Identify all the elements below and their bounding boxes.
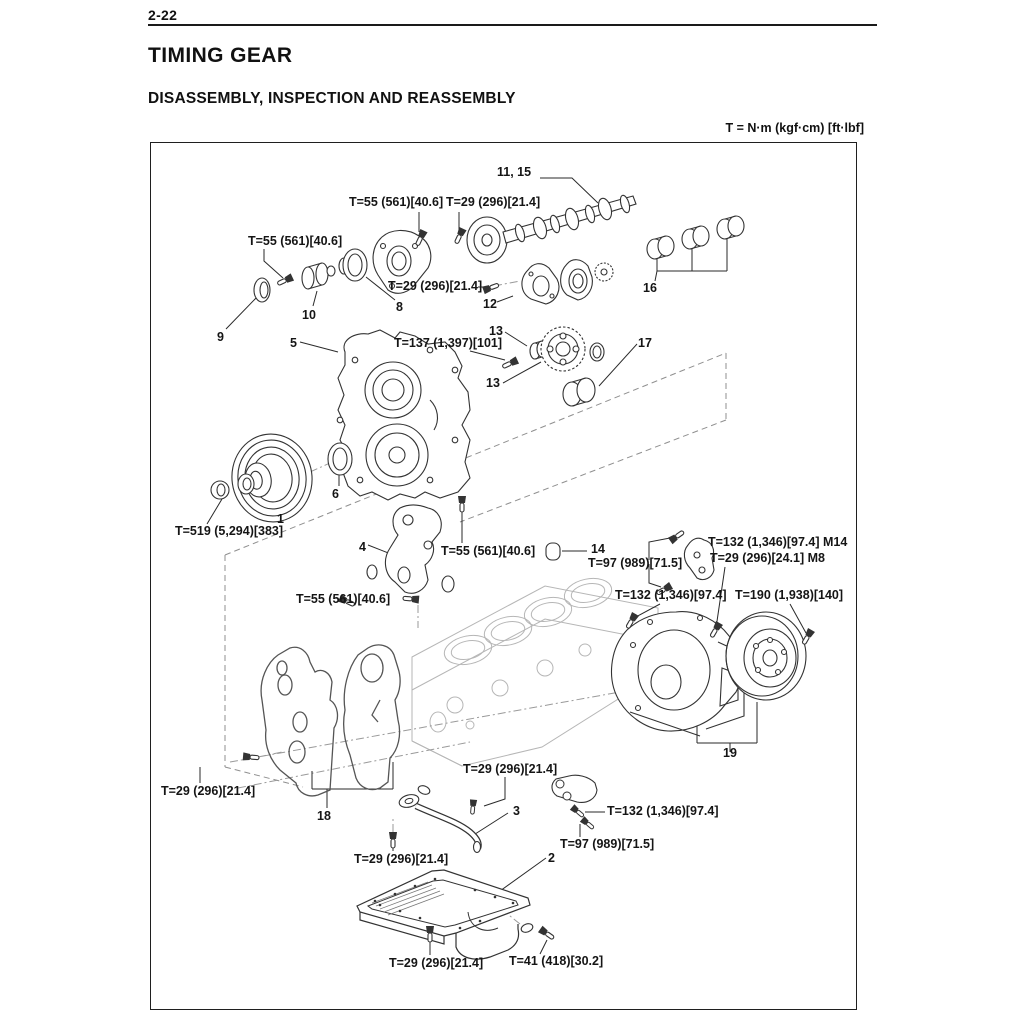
callout-torque-t55-left: T=55 (561)[40.6] <box>248 234 343 248</box>
callout-part-16: 16 <box>643 281 657 295</box>
callout-part-12: 12 <box>483 297 497 311</box>
callout-part-13-upper: 13 <box>489 324 503 338</box>
callout-torque-t41-drain: T=41 (418)[30.2] <box>509 954 604 968</box>
callout-torque-t55-bracket: T=55 (561)[40.6] <box>296 592 391 606</box>
callout-torque-t97-nozzle: T=97 (989)[71.5] <box>560 837 655 851</box>
callout-torque-t29-pipe-bolt: T=29 (296)[21.4] <box>354 852 449 866</box>
callout-torque-t29-pump: T=29 (296)[21.4] <box>388 279 483 293</box>
callout-part-14: 14 <box>591 542 605 556</box>
callout-torque-t55-bracket-top: T=55 (561)[40.6] <box>441 544 536 558</box>
callout-part-17: 17 <box>638 336 652 350</box>
callout-torque-t29-pipe: T=29 (296)[21.4] <box>463 762 558 776</box>
callout-part-9: 9 <box>217 330 224 344</box>
callout-part-6: 6 <box>332 487 339 501</box>
page-title: TIMING GEAR <box>148 44 293 67</box>
callout-part-1: 1 <box>277 512 284 526</box>
callout-torque-t137: T=137 (1,397)[101] <box>394 336 503 350</box>
callout-torque-t55-cam-top: T=55 (561)[40.6] <box>349 195 444 209</box>
callout-torque-t29-m8: T=29 (296)[24.1] M8 <box>710 551 825 565</box>
callout-torque-t132-m14: T=132 (1,346)[97.4] M14 <box>708 535 848 549</box>
callout-part-18: 18 <box>317 809 331 823</box>
callout-part-10: 10 <box>302 308 316 322</box>
callout-part-5: 5 <box>290 336 297 350</box>
callout-torque-t132-nozzle: T=132 (1,346)[97.4] <box>607 804 719 818</box>
callout-torque-t29-cam-top: T=29 (296)[21.4] <box>446 195 541 209</box>
callout-torque-t29-pan: T=29 (296)[21.4] <box>389 956 484 970</box>
callout-part-13-lower: 13 <box>486 376 500 390</box>
page-number: 2-22 <box>148 7 178 23</box>
torque-unit-legend: T = N·m (kgf·cm) [ft·lbf] <box>725 121 864 135</box>
callout-part-19: 19 <box>723 746 737 760</box>
callout-torque-t132-housing: T=132 (1,346)[97.4] <box>615 588 727 602</box>
callout-part-2: 2 <box>548 851 555 865</box>
callout-torque-t29-case: T=29 (296)[21.4] <box>161 784 256 798</box>
callout-part-8: 8 <box>396 300 403 314</box>
diagram-frame <box>150 142 857 1010</box>
section-title: DISASSEMBLY, INSPECTION AND REASSEMBLY <box>148 90 516 107</box>
callout-part-4: 4 <box>359 540 366 554</box>
callout-torque-t97-hanger: T=97 (989)[71.5] <box>588 556 683 570</box>
callout-part-11-15: 11, 15 <box>497 165 532 179</box>
callout-torque-t190: T=190 (1,938)[140] <box>735 588 844 602</box>
callout-part-3: 3 <box>513 804 520 818</box>
callout-torque-t519: T=519 (5,294)[383] <box>175 524 284 538</box>
